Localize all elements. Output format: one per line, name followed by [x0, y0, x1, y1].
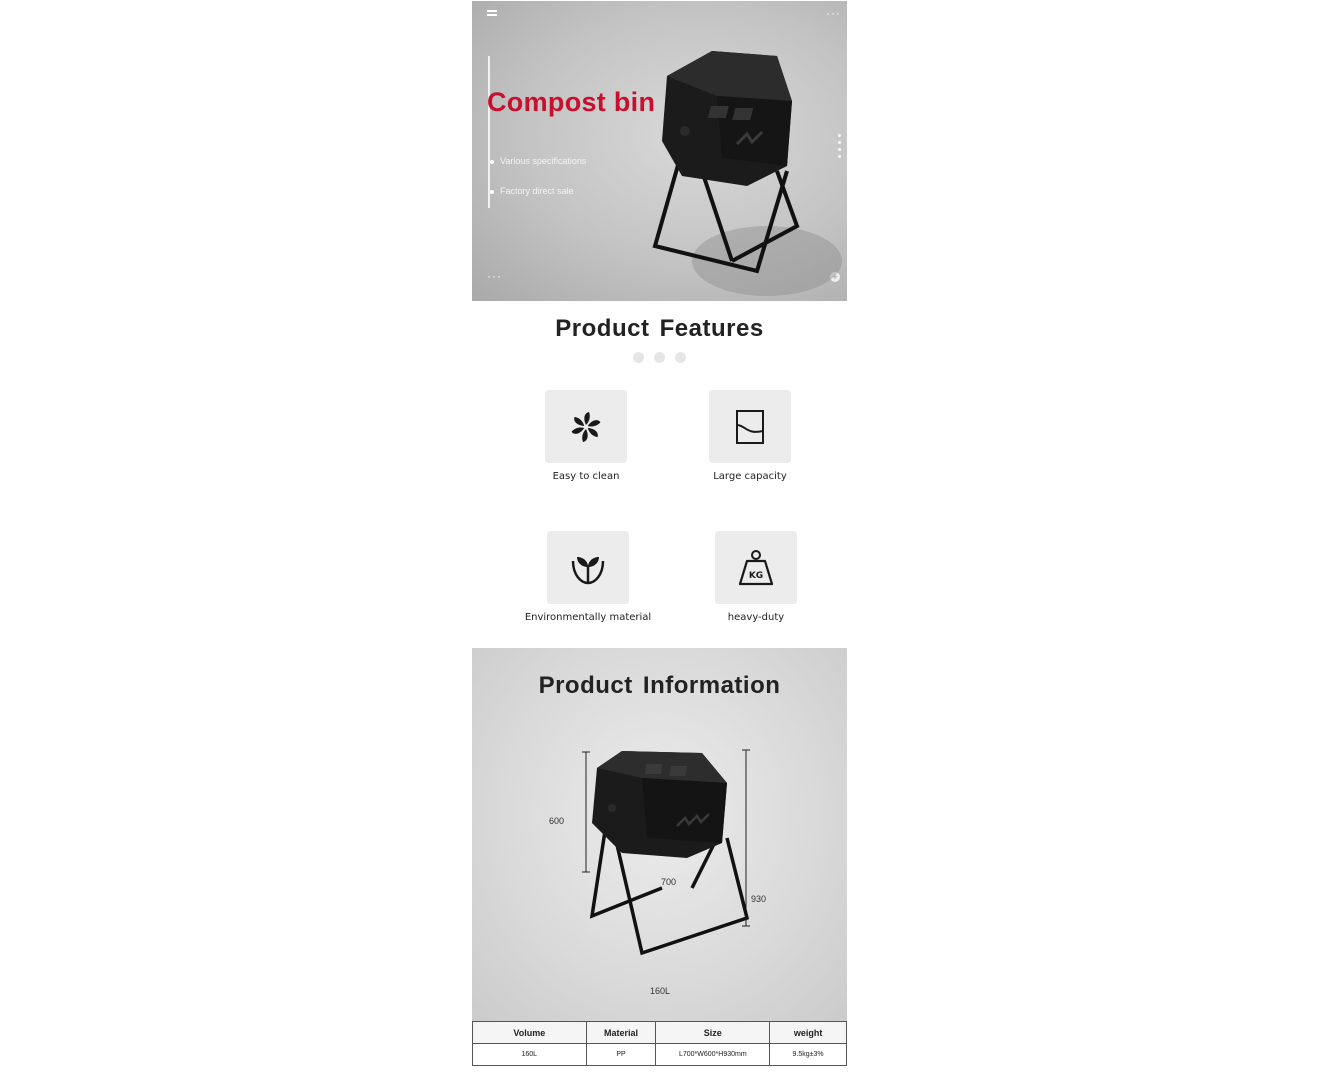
- table-cell: 160L: [473, 1044, 587, 1066]
- dimension-width: 700: [661, 877, 677, 887]
- table-header: Volume: [473, 1022, 587, 1044]
- more-dots-icon[interactable]: ···: [487, 269, 502, 283]
- feature-label: heavy-duty: [727, 612, 785, 623]
- weight-kg-icon: [737, 548, 775, 588]
- feature-environmental-material: [518, 531, 658, 623]
- plus-icon[interactable]: +: [830, 272, 840, 282]
- table-header-row: [473, 1022, 847, 1044]
- table-header: Size: [656, 1022, 770, 1044]
- hero-title: Compost bin: [487, 87, 656, 117]
- table-cell: 9.5kg±3%: [770, 1044, 847, 1066]
- product-information: [472, 648, 847, 1021]
- table-cell: PP: [586, 1044, 656, 1066]
- hero-banner: [472, 1, 847, 301]
- table-header: weight: [770, 1022, 847, 1044]
- feature-easy-to-clean: [516, 390, 656, 482]
- compost-bin-dimensions-image: [472, 648, 847, 1021]
- capacity-label: 160L: [650, 986, 671, 996]
- table-row: [473, 1044, 847, 1066]
- info-title: Product Information: [538, 672, 781, 699]
- table-header: Material: [586, 1022, 656, 1044]
- hero-bullet: Factory direct sale: [490, 186, 574, 196]
- spec-table: [472, 1021, 847, 1066]
- features-title: Product Features: [555, 315, 764, 342]
- feature-large-capacity: [680, 390, 820, 482]
- sprout-icon: [569, 549, 607, 587]
- hero-bullet: Various specifications: [490, 156, 586, 166]
- feature-heavy-duty: [686, 531, 826, 623]
- capacity-icon: [735, 409, 765, 445]
- feature-tile: [545, 390, 627, 463]
- weight-kg-text: KG: [748, 570, 764, 581]
- feature-tile: [547, 531, 629, 604]
- more-dots-icon[interactable]: ···: [826, 6, 841, 20]
- feature-tile: [715, 531, 797, 604]
- dimension-height-bin: 600: [549, 816, 565, 826]
- feature-label: Large capacity: [713, 471, 787, 482]
- features-dots: [633, 352, 687, 364]
- product-page: [472, 0, 847, 1080]
- feature-label: Environmentally material: [524, 612, 652, 623]
- feature-tile: [709, 390, 791, 463]
- menu-icon[interactable]: [487, 10, 497, 18]
- dimension-height-total: 930: [751, 894, 767, 904]
- pinwheel-icon: [569, 410, 603, 444]
- table-cell: L700*W600*H930mm: [656, 1044, 770, 1066]
- compost-bin-image: [627, 46, 847, 296]
- feature-label: Easy to clean: [552, 471, 620, 482]
